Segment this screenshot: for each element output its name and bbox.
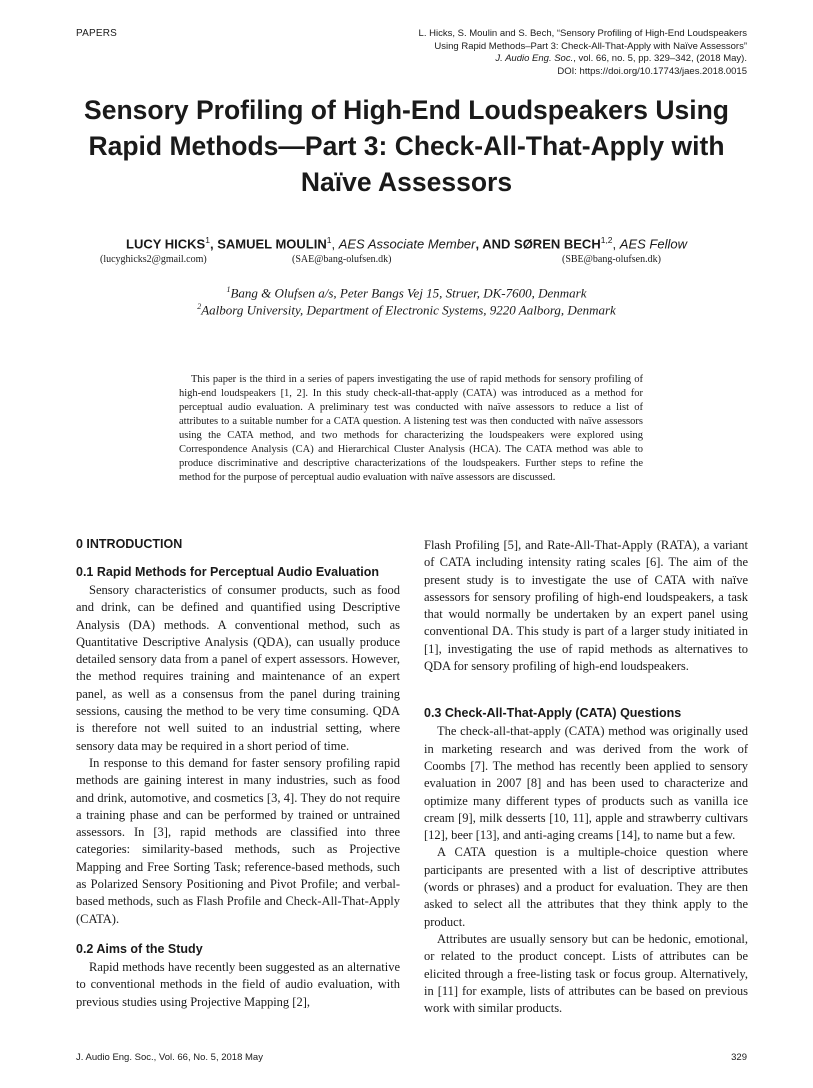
author-email[interactable]: (SAE@bang-olufsen.dk) xyxy=(292,254,392,265)
body-paragraph: A CATA question is a multiple-choice question where participants are presented with a list of descriptive attributes (words or phrases) and a product for evaluation. They are then asked to select all the attributes that they think apply to the product. xyxy=(424,845,748,929)
affiliation-superscript: 1 xyxy=(226,285,231,294)
left-column xyxy=(76,533,400,1011)
affiliation-text: Aalborg University, Department of Electronic Systems, 9220 Aalborg, Denmark xyxy=(201,302,616,318)
right-column xyxy=(424,537,748,1017)
citation-line-1: L. Hicks, S. Moulin and S. Bech, “Sensory Profiling of High-End Loudspeakers xyxy=(418,28,747,39)
citation-line-3 xyxy=(367,53,747,66)
author-role: AES Fellow xyxy=(619,236,687,252)
page-number: 329 xyxy=(731,1052,747,1063)
author-email[interactable]: (lucyghicks2@gmail.com) xyxy=(100,254,207,265)
doi[interactable]: DOI: https://doi.org/10.17743/jaes.2018.0015 xyxy=(557,65,747,77)
title-line-1: Sensory Profiling of High-End Loudspeakers Using xyxy=(84,95,729,125)
author-name: SAMUEL MOULIN xyxy=(217,236,327,252)
body-paragraph: In response to this demand for faster sensory profiling rapid methods are gaining interest in many industries, such as food and drink, automotive, and cosmetics [3, 4]. They do not require a training phase and can be performed by trained or untrained assessors. In [3], rapid methods are classified into three categories: similarity-based methods, such as Projective Mapping and Free Sorting Task; reference-based methods, such as Polarized Sensory Positioning and Pivot Profile; and verbal-based methods, such as Flash Profile and Check-All-That-Apply (CATA). xyxy=(76,755,400,926)
body-paragraph: Sensory characteristics of consumer products, such as food and drink, can be defined and quantified using Descriptive Analysis (DA) methods. A conventional method, such as Quantitative Descriptive Analysis (QDA), can usually produce detailed sensory data from a panel of expert assessors. However, the method requires training and maintenance of an expert panel, as well as a consensus from the panel during training sessions, causing the method to be very time consuming. QDA is therefore not well suited to an industrial setting, where sensory data may be required in a short period of time. xyxy=(76,583,400,753)
paper-title xyxy=(60,92,753,200)
citation-line-2: Using Rapid Methods–Part 3: Check-All-That-Apply with Naïve Assessors” xyxy=(434,40,747,52)
body-paragraph: The check-all-that-apply (CATA) method was originally used in marketing research and was derived from the work of Coombs [7]. The method has recently been applied to sensory evaluation in 2007 [8] and has been used to characterize and optimize many different types of products such as vanilla ice cream [9], milk desserts [10, 11], apple and strawberry cultivars [12], beer [13], and anti-aging creams [14], to name but a few. xyxy=(424,724,748,843)
subsection-heading-0-3: 0.3 Check-All-That-Apply (CATA) Questions xyxy=(424,706,682,721)
affiliation-text: Bang & Olufsen a/s, Peter Bangs Vej 15, Struer, DK-7600, Denmark xyxy=(230,285,587,301)
title-line-2: Rapid Methods—Part 3: Check-All-That-Apply with xyxy=(88,131,725,161)
affiliation xyxy=(80,302,733,318)
author-role: AES Associate Member xyxy=(338,236,476,252)
affiliation-superscript: 2 xyxy=(197,302,202,311)
author-superscript: 1 xyxy=(205,235,210,245)
author-line: LUCY HICKS$^1$, SAMUEL MOULIN$^1$, AES Associate Member, AND SØREN BECH$^{1,2}$, AES Fellow xyxy=(126,235,687,252)
author-superscript: 1 xyxy=(326,235,332,245)
subsection-heading-0-1: 0.1 Rapid Methods for Perceptual Audio Evaluation xyxy=(76,565,380,579)
author-name: LUCY HICKS xyxy=(126,236,206,252)
citation-block xyxy=(367,28,747,78)
author-name: AND SØREN BECH xyxy=(482,236,601,252)
footer-journal: J. Audio Eng. Soc., Vol. 66, No. 5, 2018 May xyxy=(76,1052,263,1063)
body-paragraph: Rapid methods have recently been suggested as an alternative to conventional methods in the field of audio evaluation, with previous studies using Projective Mapping [2], xyxy=(76,959,400,1009)
affiliation xyxy=(80,285,733,301)
body-paragraph: Attributes are usually sensory but can be hedonic, emotional, or related to the product concept. Lists of attributes can be elicited through a free-listing task or focus group. Alternatively, in [11] for example, lists of attributes can be based on previous work with similar products. xyxy=(424,931,748,1016)
section-label: PAPERS xyxy=(76,28,118,39)
section-heading-introduction: 0 INTRODUCTION xyxy=(76,537,183,551)
subsection-heading-0-2: 0.2 Aims of the Study xyxy=(76,941,203,956)
title-line-3: Naïve Assessors xyxy=(300,167,513,197)
author-email[interactable]: (SBE@bang-olufsen.dk) xyxy=(562,254,661,265)
citation-details: , vol. 66, no. 5, pp. 329–342, (2018 May). xyxy=(573,53,747,64)
body-paragraph: Flash Profiling [5], and Rate-All-That-Apply (RATA), a variant of CATA including intensity rating scales [6]. The aim of the present study is to investigate the use of CATA with naïve assessors for sensory profiling of high-end loudspeakers, a task that would normally be undertaken by an expert panel using conventional DA. This study is part of a larger study initiated in [1], investigating the use of rapid methods as alternatives to QDA for sensory profiling of high-end loudspeakers. xyxy=(424,538,748,674)
abstract: This paper is the third in a series of papers investigating the use of rapid methods for sensory profiling of high-end loudspeakers [1, 2]. In this study check-all-that-apply (CATA) was introduced as a method for perceptual audio evaluation. A preliminary test was conducted with naïve assessors to reduce a list of attributes to a suitable number for a CATA question. A listening test was then conducted with naïve assessors using the CATA method, and two methods for characterizing the loudspeakers were explored using Correspondence Analysis (CA) and Hierarchical Cluster Analysis (HCA). The CATA method was able to produce discriminative and descriptive characterizations of the loudspeakers. Further steps to refine the method for the purpose of perceptual audio evaluation with naïve assessors are discussed. xyxy=(179,374,643,483)
author-superscript: 1,2 xyxy=(600,235,613,245)
citation-journal: J. Audio Eng. Soc. xyxy=(495,53,574,64)
